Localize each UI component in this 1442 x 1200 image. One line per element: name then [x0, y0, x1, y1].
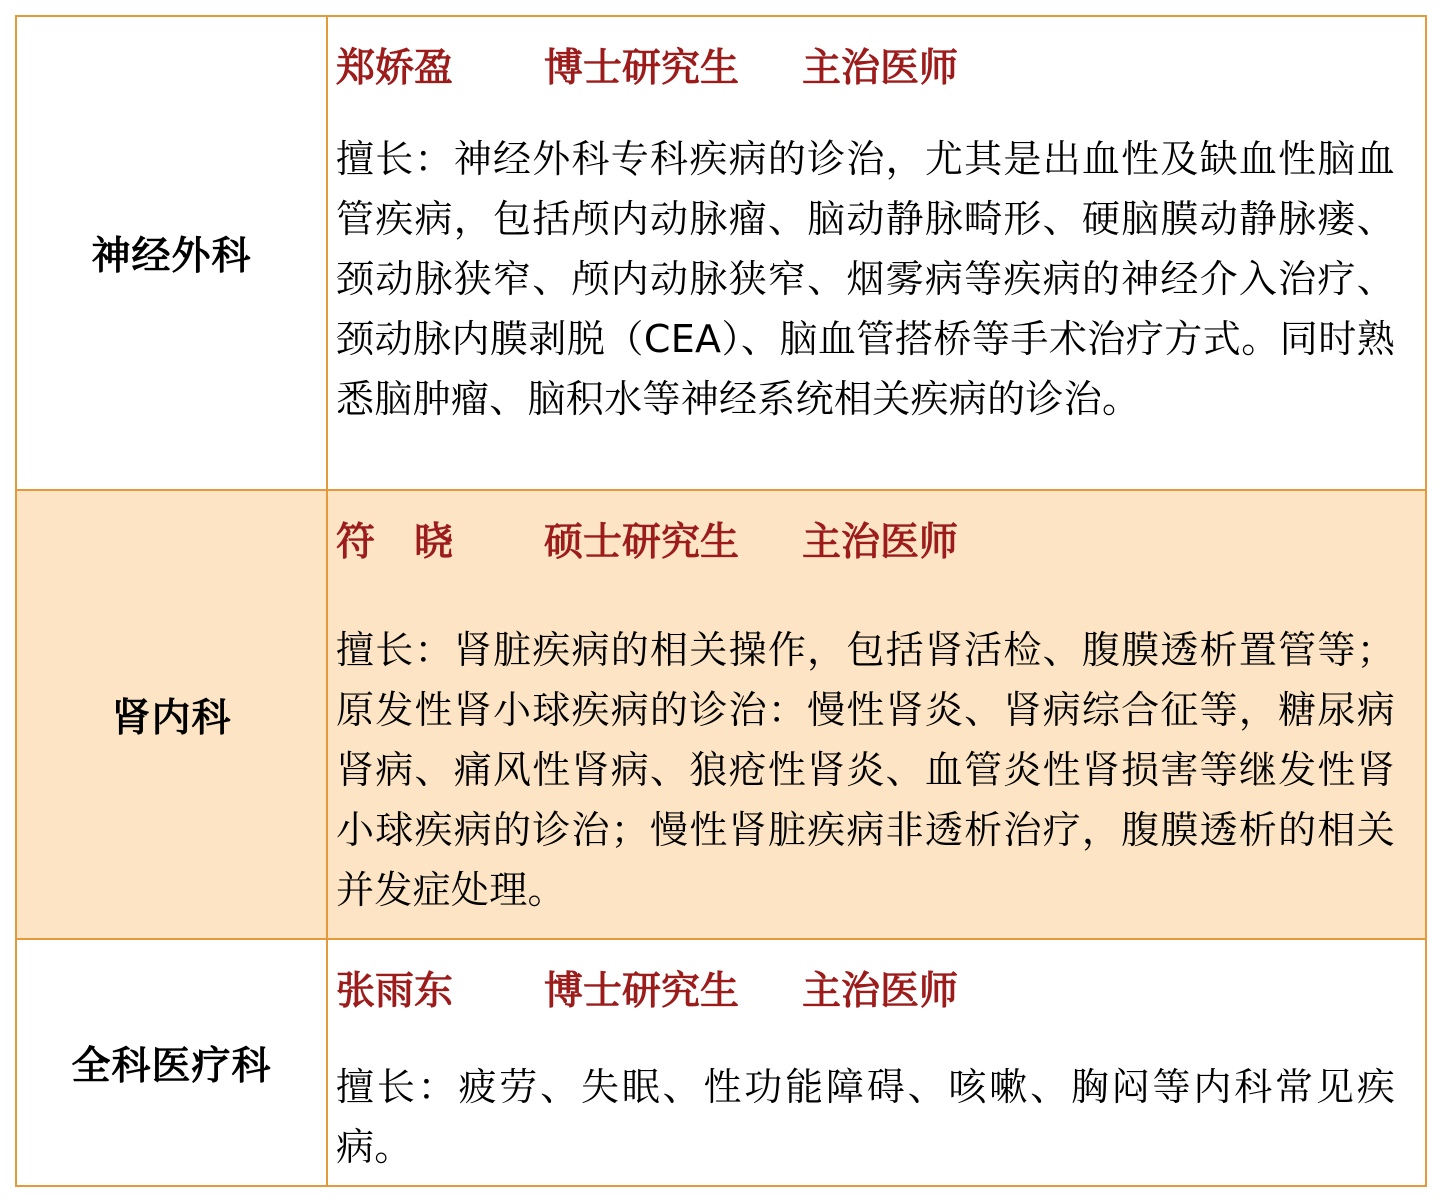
doctor-header — [336, 39, 1395, 99]
doctor-specialty: 擅长：肾脏疾病的相关操作，包括肾活检、腹膜透析置管等；原发性肾小球疾病的诊治：慢性肾炎、肾病综合征等，糖尿病肾病、痛风性肾病、狼疮性肾炎、血管炎性肾损害等继发性肾小球疾病的诊治；慢性肾脏疾病非透析治疗，腹膜透析的相关并发症处理。 — [336, 628, 1395, 912]
doctor-name: 郑娇盈 — [336, 46, 454, 91]
doctor-info-cell — [327, 939, 1426, 1186]
doctor-table — [15, 15, 1427, 1187]
doctor-degree: 硕士研究生 — [544, 520, 740, 565]
doctor-info-cell — [327, 490, 1426, 939]
doctor-specialty: 擅长：疲劳、失眠、性功能障碍、咳嗽、胸闷等内科常见疾病。 — [336, 1065, 1395, 1169]
doctor-title: 主治医师 — [802, 46, 959, 91]
department-cell — [16, 490, 327, 939]
doctor-degree: 博士研究生 — [544, 969, 740, 1014]
doctor-header — [336, 962, 1395, 1022]
doctor-name: 张雨东 — [336, 969, 454, 1014]
doctor-header — [336, 513, 1395, 573]
department-cell — [16, 16, 327, 490]
doctor-specialty: 擅长：神经外科专科疾病的诊治，尤其是出血性及缺血性脑血管疾病，包括颅内动脉瘤、脑动静脉畸形、硬脑膜动静脉瘘、颈动脉狭窄、颅内动脉狭窄、烟雾病等疾病的神经介入治疗、颈动脉内膜剥脱（CEA）、脑血管搭桥等手术治疗方式。同时熟悉脑肿瘤、脑积水等神经系统相关疾病的诊治。 — [336, 137, 1395, 421]
department-name: 全科医疗科 — [71, 1043, 272, 1089]
department-cell — [16, 939, 327, 1186]
doctor-title: 主治医师 — [802, 520, 959, 565]
table-row — [16, 16, 1426, 490]
table-row — [16, 490, 1426, 939]
table-row — [16, 939, 1426, 1186]
department-name: 神经外科 — [91, 234, 252, 279]
doctor-name: 符 晓 — [336, 520, 454, 565]
doctor-degree: 博士研究生 — [544, 46, 740, 91]
department-name: 肾内科 — [111, 695, 232, 741]
doctor-info-cell — [327, 16, 1426, 490]
doctor-title: 主治医师 — [802, 969, 959, 1014]
